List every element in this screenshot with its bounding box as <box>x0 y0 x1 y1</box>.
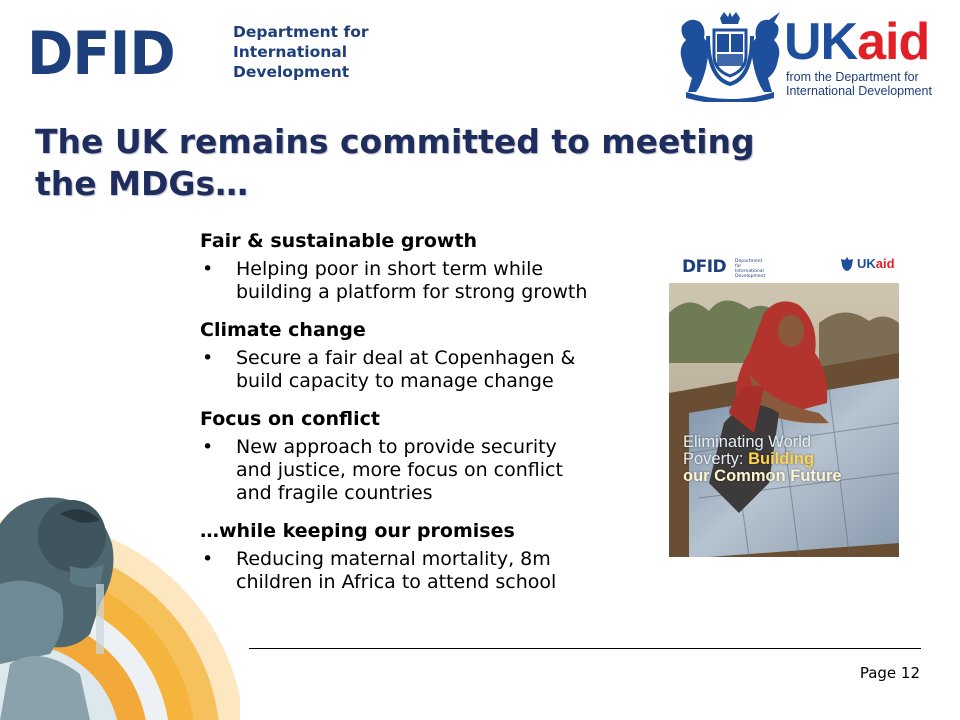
royal-crest-icon <box>676 12 784 102</box>
bullet-item <box>200 258 650 304</box>
bullet-item <box>200 436 650 505</box>
cover-photo <box>669 283 899 557</box>
ukaid-uk: UK <box>784 13 858 71</box>
cover-title <box>683 434 883 485</box>
cover-ukaid-uk: UK <box>857 256 876 271</box>
ukaid-tagline-line: from the Department for <box>786 70 919 84</box>
ukaid-aid: aid <box>857 13 930 71</box>
cover-title-part: Poverty: <box>683 450 749 468</box>
dfid-fullname <box>233 22 369 82</box>
bullet-icon: • <box>202 548 214 570</box>
content-list <box>200 229 650 608</box>
bullet-text: Helping poor in short term while building a platform for strong growth <box>236 258 588 303</box>
dfid-wordmark: DFID <box>27 19 175 89</box>
bullet-icon: • <box>202 436 214 458</box>
cover-title-line: Eliminating World <box>683 433 812 451</box>
cover-header <box>669 251 899 283</box>
section-heading: Focus on conflict <box>200 408 380 430</box>
slide-title: The UK remains committed to meeting the MDGs… <box>35 122 755 203</box>
dfid-fullname-line: International <box>233 43 348 61</box>
section-heading: …while keeping our promises <box>200 520 515 542</box>
cover-ukaid-logo <box>857 256 895 271</box>
bullet-text: Reducing maternal mortality, 8m children in Africa to attend school <box>236 548 557 593</box>
section-growth <box>200 229 650 304</box>
cover-dfid-subtitle: Department for International Development <box>735 259 766 279</box>
bullet-item <box>200 347 650 393</box>
section-heading: Climate change <box>200 319 366 341</box>
section-promises <box>200 519 650 594</box>
ukaid-tagline-line: International Development <box>786 84 932 98</box>
cover-crest-icon <box>839 257 855 271</box>
bullet-item <box>200 548 650 594</box>
cover-title-line <box>683 451 883 468</box>
section-climate <box>200 318 650 393</box>
page-number: Page 12 <box>859 664 920 682</box>
section-heading: Fair & sustainable growth <box>200 230 478 252</box>
dfid-logo <box>27 18 369 90</box>
report-cover-image <box>669 251 899 557</box>
section-conflict <box>200 407 650 505</box>
cover-title-line: our Common Future <box>683 467 842 485</box>
bullet-text: New approach to provide security and justice, more focus on conflict and fragile countries <box>236 436 563 504</box>
bullet-icon: • <box>202 347 214 369</box>
ukaid-logo <box>676 12 944 104</box>
ukaid-tagline <box>786 70 946 98</box>
bullet-text: Secure a fair deal at Copenhagen & build capacity to manage change <box>236 347 576 392</box>
cover-dfid-logo: DFID <box>682 257 727 277</box>
dfid-fullname-line: Development <box>233 63 350 81</box>
footer-divider <box>249 648 921 649</box>
dfid-fullname-line: Department for <box>233 23 369 41</box>
cover-ukaid-aid: aid <box>875 256 895 271</box>
cover-title-bold: Building <box>748 450 815 468</box>
bullet-icon: • <box>202 258 214 280</box>
corner-decorative-image <box>0 494 240 720</box>
